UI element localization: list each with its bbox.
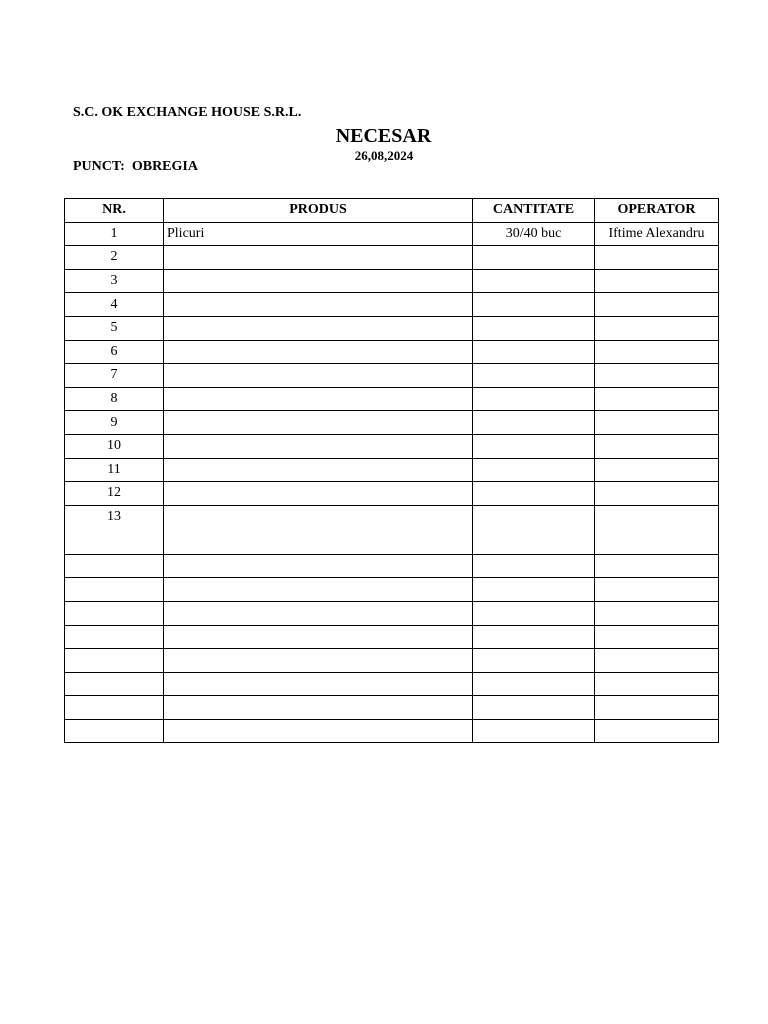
cell-nr: 13: [65, 505, 164, 554]
cell-nr: 6: [65, 340, 164, 364]
cell-operator: [595, 458, 719, 482]
cell-cantitate: [473, 340, 595, 364]
cell-nr: [65, 649, 164, 673]
cell-operator: [595, 411, 719, 435]
table-row: [65, 505, 719, 554]
table-row: [65, 482, 719, 506]
cell-produs: [164, 293, 473, 317]
cell-cantitate: [473, 554, 595, 578]
title-block: [0, 124, 768, 164]
cell-produs: [164, 601, 473, 625]
cell-cantitate: [473, 649, 595, 673]
cell-produs: [164, 364, 473, 388]
cell-produs: [164, 316, 473, 340]
cell-operator: [595, 625, 719, 649]
table-row: [65, 696, 719, 720]
table-row: [65, 387, 719, 411]
point-of-sale: PUNCT: OBREGIA: [73, 159, 198, 174]
cell-nr: [65, 625, 164, 649]
table-row: [65, 364, 719, 388]
cell-cantitate: [473, 387, 595, 411]
table-row: [65, 719, 719, 743]
cell-cantitate: [473, 411, 595, 435]
table-row: [65, 554, 719, 578]
cell-cantitate: [473, 246, 595, 270]
cell-nr: 1: [65, 222, 164, 246]
cell-nr: [65, 578, 164, 602]
cell-nr: 2: [65, 246, 164, 270]
cell-produs: [164, 411, 473, 435]
cell-cantitate: 30/40 buc: [473, 222, 595, 246]
document-title: NECESAR: [335, 125, 432, 147]
cell-nr: [65, 719, 164, 743]
cell-produs: [164, 625, 473, 649]
requisition-table: [64, 198, 719, 743]
cell-nr: 7: [65, 364, 164, 388]
cell-produs: [164, 554, 473, 578]
cell-produs: [164, 246, 473, 270]
table-row: [65, 601, 719, 625]
cell-nr: 8: [65, 387, 164, 411]
table-row: [65, 434, 719, 458]
cell-cantitate: [473, 269, 595, 293]
cell-cantitate: [473, 672, 595, 696]
cell-operator: [595, 387, 719, 411]
cell-operator: Iftime Alexandru: [595, 222, 719, 246]
cell-operator: [595, 482, 719, 506]
cell-produs: [164, 505, 473, 554]
cell-operator: [595, 672, 719, 696]
table-row: [65, 672, 719, 696]
cell-operator: [595, 601, 719, 625]
cell-produs: [164, 578, 473, 602]
cell-produs: [164, 269, 473, 293]
cell-produs: Plicuri: [164, 222, 473, 246]
cell-operator: [595, 269, 719, 293]
cell-nr: [65, 601, 164, 625]
cell-cantitate: [473, 601, 595, 625]
cell-cantitate: [473, 364, 595, 388]
cell-operator: [595, 316, 719, 340]
cell-cantitate: [473, 505, 595, 554]
cell-cantitate: [473, 458, 595, 482]
cell-cantitate: [473, 625, 595, 649]
cell-cantitate: [473, 719, 595, 743]
column-header-cantitate: CANTITATE: [473, 199, 595, 223]
cell-produs: [164, 458, 473, 482]
cell-operator: [595, 293, 719, 317]
table-row: [65, 316, 719, 340]
column-header-nr: NR.: [65, 199, 164, 223]
column-header-produs: PRODUS: [164, 199, 473, 223]
table-row: [65, 222, 719, 246]
cell-cantitate: [473, 316, 595, 340]
cell-operator: [595, 554, 719, 578]
cell-nr: 11: [65, 458, 164, 482]
cell-produs: [164, 434, 473, 458]
cell-cantitate: [473, 696, 595, 720]
cell-produs: [164, 340, 473, 364]
table-row: [65, 649, 719, 673]
table-row: [65, 340, 719, 364]
cell-cantitate: [473, 293, 595, 317]
cell-operator: [595, 246, 719, 270]
cell-nr: 3: [65, 269, 164, 293]
cell-produs: [164, 719, 473, 743]
cell-nr: [65, 554, 164, 578]
cell-operator: [595, 578, 719, 602]
table-row: [65, 578, 719, 602]
cell-nr: 9: [65, 411, 164, 435]
cell-cantitate: [473, 434, 595, 458]
cell-nr: 5: [65, 316, 164, 340]
cell-produs: [164, 482, 473, 506]
cell-produs: [164, 649, 473, 673]
cell-nr: 10: [65, 434, 164, 458]
cell-operator: [595, 696, 719, 720]
company-name: S.C. OK EXCHANGE HOUSE S.R.L.: [73, 105, 302, 120]
cell-cantitate: [473, 578, 595, 602]
table-row: [65, 411, 719, 435]
table-header-row: [65, 199, 719, 223]
cell-operator: [595, 340, 719, 364]
cell-operator: [595, 719, 719, 743]
table-row: [65, 293, 719, 317]
document-date: 26,08,2024: [354, 148, 414, 163]
cell-nr: [65, 696, 164, 720]
cell-operator: [595, 649, 719, 673]
cell-operator: [595, 505, 719, 554]
cell-produs: [164, 387, 473, 411]
cell-produs: [164, 696, 473, 720]
table-row: [65, 269, 719, 293]
cell-nr: 4: [65, 293, 164, 317]
cell-operator: [595, 434, 719, 458]
cell-cantitate: [473, 482, 595, 506]
table-row: [65, 458, 719, 482]
cell-operator: [595, 364, 719, 388]
column-header-operator: OPERATOR: [595, 199, 719, 223]
cell-nr: [65, 672, 164, 696]
cell-produs: [164, 672, 473, 696]
cell-nr: 12: [65, 482, 164, 506]
table-row: [65, 625, 719, 649]
table-row: [65, 246, 719, 270]
